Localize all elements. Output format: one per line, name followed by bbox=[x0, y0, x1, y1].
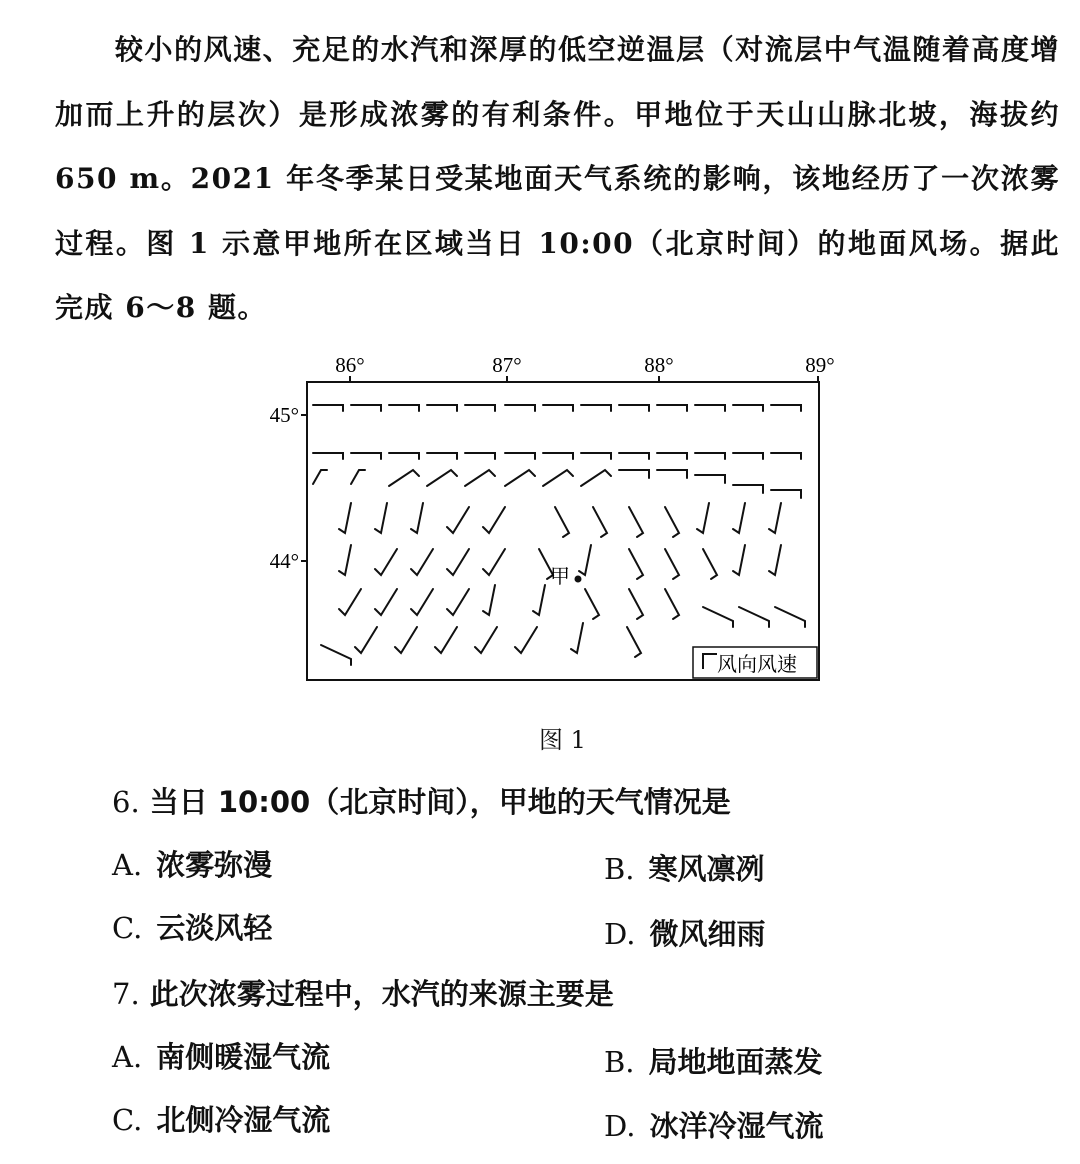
wind-barb bbox=[313, 470, 327, 484]
option-7c[interactable]: C. 北侧冷湿气流 bbox=[112, 1103, 331, 1137]
lon-label-86: 86° bbox=[335, 353, 365, 377]
wind-barbs bbox=[313, 405, 805, 665]
wind-barb bbox=[581, 405, 611, 411]
option-6d[interactable]: D. 微风细雨 bbox=[604, 917, 766, 951]
map-frame bbox=[307, 382, 819, 680]
wind-barb bbox=[585, 589, 599, 619]
wind-barb bbox=[555, 507, 569, 537]
wind-barb bbox=[543, 453, 573, 459]
wind-barb bbox=[771, 453, 801, 459]
wind-barb bbox=[775, 607, 805, 627]
wind-barb bbox=[515, 627, 537, 653]
wind-barb bbox=[483, 549, 505, 575]
wind-barb bbox=[475, 627, 497, 653]
wind-barb bbox=[665, 589, 679, 619]
wind-barb bbox=[733, 503, 745, 533]
wind-barb bbox=[769, 545, 781, 575]
wind-barb bbox=[657, 405, 687, 411]
wind-barb bbox=[351, 470, 365, 484]
question-number: 7. bbox=[112, 977, 140, 1011]
option-6c[interactable]: C. 云淡风轻 bbox=[112, 911, 273, 945]
wind-barb bbox=[695, 453, 725, 459]
option-7d[interactable]: D. 冰洋冷湿气流 bbox=[604, 1109, 824, 1143]
wind-barb bbox=[629, 507, 643, 537]
wind-barb bbox=[447, 549, 469, 575]
wind-barb bbox=[571, 623, 583, 653]
wind-barb bbox=[427, 453, 457, 459]
question-7 bbox=[112, 972, 614, 1013]
wind-barb bbox=[339, 545, 351, 575]
wind-barb bbox=[427, 470, 457, 486]
wind-barb bbox=[447, 507, 469, 533]
lon-label-87: 87° bbox=[492, 353, 522, 377]
question-number: 6. bbox=[112, 785, 140, 819]
wind-barb bbox=[733, 405, 763, 411]
wind-barb bbox=[411, 503, 423, 533]
wind-barb bbox=[665, 549, 679, 579]
place-label-jia: 甲 bbox=[550, 564, 570, 588]
wind-barb bbox=[579, 545, 591, 575]
wind-barb bbox=[355, 627, 377, 653]
wind-barb bbox=[411, 549, 433, 575]
wind-barb bbox=[321, 645, 351, 665]
wind-barb bbox=[739, 607, 769, 627]
option-7a[interactable]: A. 南侧暖湿气流 bbox=[112, 1040, 331, 1074]
wind-barb bbox=[465, 453, 495, 459]
wind-barb bbox=[351, 405, 381, 411]
wind-barb bbox=[533, 585, 545, 615]
wind-barb bbox=[465, 470, 495, 486]
wind-barb bbox=[629, 549, 643, 579]
wind-barb bbox=[465, 405, 495, 411]
wind-barb bbox=[619, 453, 649, 459]
wind-barb bbox=[629, 589, 643, 619]
wind-barb bbox=[351, 453, 381, 459]
wind-barb bbox=[411, 589, 433, 615]
wind-barb bbox=[483, 507, 505, 533]
wind-barb bbox=[769, 503, 781, 533]
wind-barb bbox=[375, 503, 387, 533]
wind-field-svg bbox=[255, 345, 855, 695]
wind-barb bbox=[339, 589, 361, 615]
wind-barb bbox=[505, 453, 535, 459]
wind-barb bbox=[593, 507, 607, 537]
wind-barb bbox=[695, 405, 725, 411]
wind-barb bbox=[771, 490, 801, 498]
wind-barb bbox=[619, 405, 649, 411]
lon-label-88: 88° bbox=[644, 353, 674, 377]
wind-barb bbox=[389, 453, 419, 459]
figure-caption: 图 1 bbox=[539, 726, 586, 754]
wind-barb bbox=[375, 549, 397, 575]
wind-barb bbox=[339, 503, 351, 533]
wind-barb bbox=[619, 470, 649, 478]
wind-barb bbox=[627, 627, 641, 657]
wind-barb bbox=[389, 470, 419, 486]
wind-barb bbox=[665, 507, 679, 537]
wind-barb bbox=[733, 545, 745, 575]
wind-field-map bbox=[255, 345, 855, 695]
lat-label-44: 44° bbox=[269, 549, 299, 573]
wind-barb bbox=[375, 589, 397, 615]
lat-label-45: 45° bbox=[269, 403, 299, 427]
wind-barb bbox=[657, 453, 687, 459]
wind-barb bbox=[389, 405, 419, 411]
wind-barb bbox=[581, 453, 611, 459]
wind-barb bbox=[505, 405, 535, 411]
wind-barb bbox=[771, 405, 801, 411]
intro-text: 较小的风速、充足的水汽和深厚的低空逆温层（对流层中气温随着高度增加而上升的层次）是形成浓雾的有利条件。甲地位于天山山脉北坡，海拔约 650 m。2021 年冬季某日受某地面天气系统的影响，该地经历了一次浓雾过程。图 1 示意甲地所在区域当日 10:00（北京时间）的地面风场。据此完成 6～8 题。 bbox=[55, 33, 1060, 324]
question-stem: 此次浓雾过程中，水汽的来源主要是 bbox=[149, 977, 614, 1011]
intro-paragraph bbox=[55, 18, 1060, 341]
wind-barb bbox=[733, 453, 763, 459]
lon-label-89: 89° bbox=[805, 353, 835, 377]
wind-barb bbox=[733, 485, 763, 493]
wind-barb bbox=[313, 453, 343, 459]
wind-barb bbox=[543, 470, 573, 486]
wind-barb bbox=[543, 405, 573, 411]
wind-barb bbox=[427, 405, 457, 411]
option-6b[interactable]: B. 寒风凛冽 bbox=[604, 852, 765, 886]
wind-barb bbox=[435, 627, 457, 653]
option-7b[interactable]: B. 局地地面蒸发 bbox=[604, 1045, 823, 1079]
wind-barb bbox=[581, 470, 611, 486]
wind-barb bbox=[695, 475, 725, 483]
wind-barb bbox=[395, 627, 417, 653]
wind-barb bbox=[703, 549, 717, 579]
wind-barb bbox=[483, 585, 495, 615]
wind-barb bbox=[703, 607, 733, 627]
wind-barb bbox=[505, 470, 535, 486]
option-6a[interactable]: A. 浓雾弥漫 bbox=[112, 848, 273, 882]
wind-barb bbox=[313, 405, 343, 411]
legend-label: 风向风速 bbox=[717, 652, 797, 676]
wind-barb bbox=[447, 589, 469, 615]
place-marker-jia bbox=[575, 576, 582, 583]
wind-barb bbox=[657, 470, 687, 478]
question-6 bbox=[112, 780, 731, 821]
question-stem: 当日 10:00（北京时间），甲地的天气情况是 bbox=[149, 785, 731, 819]
wind-barb bbox=[697, 503, 709, 533]
